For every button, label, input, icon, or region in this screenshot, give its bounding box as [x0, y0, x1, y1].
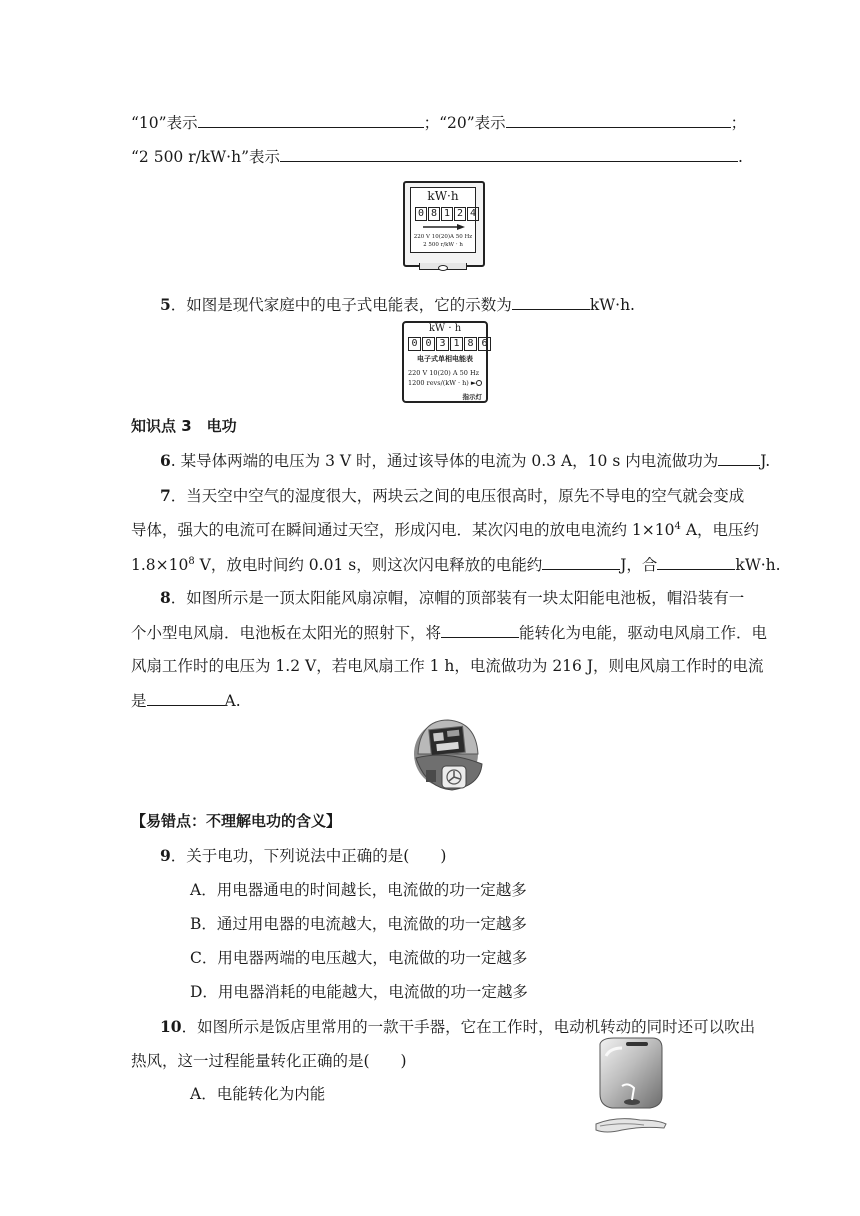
- q8-line2: [131, 621, 767, 644]
- meter-digit: 4: [467, 207, 479, 221]
- question-text: 个小型电风扇．电池板在太阳光的照射下，将: [131, 624, 442, 642]
- electronic-meter-figure: [402, 321, 488, 403]
- q9-option-d[interactable]: D．用电器消耗的电能越大，电流做的功一定越多: [190, 983, 528, 1001]
- section-heading: 知识点 3 电功: [131, 417, 237, 435]
- question-text: 是: [131, 692, 147, 710]
- unit-text: kW·h.: [589, 296, 635, 314]
- q8-line4: [131, 689, 241, 712]
- question-text: ．如图是现代家庭中的电子式电能表，它的示数为: [170, 296, 512, 314]
- led-arrow-icon: ►: [470, 379, 477, 387]
- meter-digit: 0: [422, 337, 435, 351]
- answer-blank[interactable]: [441, 621, 519, 638]
- question-number: 7: [160, 486, 171, 505]
- question-text: ．当天空中空气的湿度很大，两块云之间的电压很高时，原先不导电的空气就会变成: [170, 487, 745, 505]
- q10-line1: [160, 1016, 755, 1038]
- q7-line2: [131, 519, 759, 541]
- meter-digit: 8: [464, 337, 477, 351]
- meter-digits: [415, 207, 480, 221]
- meter-knob: [438, 265, 448, 271]
- q4-label-20: ；“20”表示: [423, 114, 506, 132]
- q4-line1: [131, 111, 746, 134]
- exponent: 4: [674, 521, 681, 532]
- meter-face: [410, 187, 476, 253]
- q10-option-a[interactable]: A．电能转化为内能: [190, 1085, 326, 1103]
- question-number: 5: [160, 295, 171, 314]
- meter-title: 电子式单相电能表: [417, 355, 473, 363]
- punctuation: .: [738, 148, 743, 166]
- question-text: ．如图所示是饭店里常用的一款干手器，它在工作时，电动机转动的同时还可以吹出: [181, 1018, 756, 1036]
- meter-unit: kW · h: [428, 323, 462, 334]
- question-number: 10: [160, 1017, 182, 1036]
- question-text: ．如图所示是一顶太阳能风扇凉帽，凉帽的顶部装有一块太阳能电池板，帽沿装有一: [170, 589, 745, 607]
- unit-text: kW·h.: [735, 556, 781, 574]
- meter-body: [403, 181, 485, 267]
- section-heading: 【易错点：不理解电功的含义】: [131, 812, 342, 830]
- question-text: 1.8×10: [131, 556, 189, 574]
- answer-blank[interactable]: [280, 145, 738, 162]
- rotating-disc-arrow-icon: [421, 224, 465, 230]
- question-text: J，合: [620, 556, 658, 574]
- question-text: ．关于电功，下列说法中正确的是( ): [170, 847, 447, 865]
- indicator-label: 指示灯: [462, 393, 482, 401]
- q4-line2: [131, 145, 743, 168]
- meter-unit: kW·h: [427, 189, 459, 203]
- q8-line3: [131, 655, 764, 677]
- meter-digit: 2: [454, 207, 466, 221]
- q9-option-c[interactable]: C．用电器两端的电压越大，电流做的功一定越多: [190, 949, 528, 967]
- meter-spec-2-text: 1200 revs/(kW · h): [408, 379, 469, 387]
- answer-blank[interactable]: [542, 553, 620, 570]
- unit-text: A.: [224, 692, 241, 710]
- meter-digit: 1: [441, 207, 453, 221]
- punctuation: ；: [730, 114, 747, 132]
- q10-line2: [131, 1050, 407, 1072]
- exponent: 8: [188, 556, 195, 567]
- question-number: 8: [160, 588, 171, 607]
- answer-blank[interactable]: [147, 689, 225, 706]
- meter-digit: 3: [436, 337, 449, 351]
- q9-option-a[interactable]: A．用电器通电的时间越长，电流做的功一定越多: [190, 881, 527, 899]
- q7-line3: [131, 553, 781, 576]
- solar-fan-cap-image: [406, 714, 488, 796]
- meter-spec-1: 220 V 10(20)A 50 Hz: [413, 234, 473, 240]
- answer-blank[interactable]: [718, 449, 760, 466]
- q8-line1: [160, 587, 744, 609]
- q5: [160, 293, 635, 316]
- question-number: 6: [160, 451, 171, 470]
- meter-digit: 1: [450, 337, 463, 351]
- unit-text: J.: [760, 452, 771, 470]
- answer-blank[interactable]: [657, 553, 735, 570]
- q4-label-2500: “2 500 r/kW·h”表示: [131, 148, 281, 166]
- q4-label-10: “10”表示: [131, 114, 198, 132]
- question-text: 能转化为电能，驱动电风扇工作．电: [519, 624, 768, 642]
- question-text: . 某导体两端的电压为 3 V 时，通过该导体的电流为 0.3 A，10 s 内电流做功为: [170, 452, 719, 470]
- meter-spec-2: [408, 379, 482, 388]
- answer-blank[interactable]: [198, 111, 424, 128]
- question-text: V，放电时间约 0.01 s，则这次闪电释放的电能约: [194, 556, 543, 574]
- meter-digits: [408, 337, 492, 351]
- meter-spec-1: 220 V 10(20) A 50 Hz: [408, 369, 480, 377]
- meter-digit: 0: [415, 207, 427, 221]
- meter-spec-2: 2 500 r/kW · h: [423, 242, 463, 248]
- meter-digit: 0: [408, 337, 421, 351]
- meter-digit: 6: [478, 337, 491, 351]
- question-text: 热风，这一过程能量转化正确的是( ): [131, 1052, 407, 1070]
- answer-blank[interactable]: [512, 293, 590, 310]
- question-text: 风扇工作时的电压为 1.2 V，若电风扇工作 1 h，电流做功为 216 J，则电风扇工作时的电流: [131, 657, 764, 675]
- q9-stem: [160, 845, 446, 867]
- q9-option-b[interactable]: B．通过用电器的电流越大，电流做的功一定越多: [190, 915, 527, 933]
- meter-digit: 8: [428, 207, 440, 221]
- question-number: 9: [160, 846, 171, 865]
- indicator-light-icon: [476, 380, 482, 386]
- energy-meter-figure: [403, 181, 483, 267]
- hand-dryer-image: [592, 1036, 668, 1136]
- q7-line1: [160, 485, 744, 507]
- q6: [160, 449, 770, 472]
- question-text: A，电压约: [680, 521, 760, 539]
- question-text: 导体，强大的电流可在瞬间通过天空，形成闪电．某次闪电的放电电流约 1×10: [131, 521, 675, 539]
- answer-blank[interactable]: [506, 111, 731, 128]
